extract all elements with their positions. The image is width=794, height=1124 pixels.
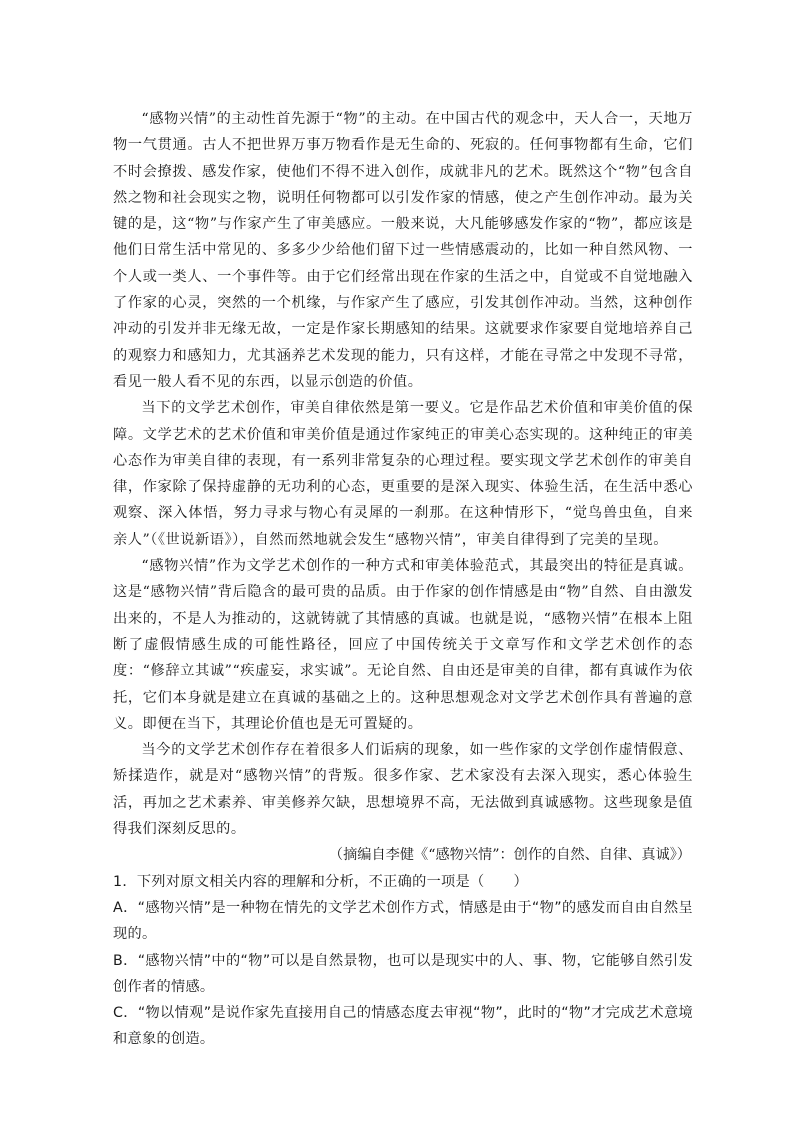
option-c-text: “物以情观”是说作家先直接用自己的情感态度去审视“物”，此时的“物”才完成艺术意境和意象的创造。 bbox=[113, 1005, 693, 1048]
article-paragraph-4: 当今的文学艺术创作存在着很多人们诟病的现象，如一些作家的文学创作虚情假意、矫揉造作，就是对“感物兴情”的背叛。很多作家、艺术家没有去深入现实，悉心体验生活，再加之艺术素养、审美修养欠缺，思想境界不高，无法做到真诚感物。这些现象是值得我们深刻反思的。 bbox=[113, 742, 693, 838]
option-b-text: “感物兴情”中的“物”可以是自然景物，也可以是现实中的人、事、物，它能够自然引发创作者的情感。 bbox=[113, 952, 693, 995]
option-a-text: “感物兴情”是一种物在情先的文学艺术创作方式，情感是由于“物”的感发而自由自然呈现的。 bbox=[113, 899, 693, 943]
article-paragraph-1: “感物兴情”的主动性首先源于“物”的主动。在中国古代的观念中，天人合一，天地万物一气贯通。古人不把世界万事万物看作是无生命的、死寂的。任何事物都有生命，它们不时会撩拨、感发作家，使他们不得不进入创作，成就非凡的艺术。既然这个“物”包含自然之物和社会现实之物，说明任何物都可以引发作家的情感，使之产生创作冲动。最为关键的是，这“物”与作家产生了审美感应。一般来说，大凡能够感发作家的“物”，都应该是他们日常生活中常见的、多多少少给他们留下过一些情感震动的，比如一种自然风物、一个人或一类人、一个事件等。由于它们经常出现在作家的生活之中，自觉或不自觉地融入了作家的心灵，突然的一个机缘，与作家产生了感应，引发其创作冲动。当然，这种创作冲动的引发并非无缘无故，一定是作家长期感知的结果。这就要求作家要自觉地培养自己的观察力和感知力，尤其涵养艺术发现的能力，只有这样，才能在寻常之中发现不寻常，看见一般人看不见的东西，以显示创造的价值。 bbox=[113, 111, 693, 390]
option-c bbox=[113, 1000, 693, 1053]
article-paragraph-3: “感物兴情”作为文学艺术创作的一种方式和审美体验范式，其最突出的特征是真诚。这是“感物兴情”背后隐含的最可贵的品质。由于作家的创作情感是由“物”自然、自由激发出来的，不是人为推动的，这就铸就了其情感的真诚。也就是说，“感物兴情”在根本上阻断了虚假情感生成的可能性路径，回应了中国传统关于文章写作和文学艺术创作的态度：“修辞立其诚”“疾虚妄，求实诚”。无论自然、自由还是审美的自律，都有真诚作为依托，它们本身就是建立在真诚的基础之上的。这种思想观念对文学艺术创作具有普遍的意义。即便在当下，其理论价值也是无可置疑的。 bbox=[113, 558, 693, 732]
option-a bbox=[113, 895, 693, 948]
article-source: （摘编自李健《“感物兴情”：创作的自然、自律、真诚》） bbox=[328, 847, 691, 864]
option-b-label: B． bbox=[113, 952, 138, 969]
option-c-label: C． bbox=[113, 1005, 138, 1022]
option-a-label: A． bbox=[113, 899, 138, 916]
question-stem: 1．下列对原文相关内容的理解和分析，不正确的一项是（ ） bbox=[113, 873, 528, 890]
option-b bbox=[113, 948, 693, 1001]
article-paragraph-2: 当下的文学艺术创作，审美自律依然是第一要义。它是作品艺术价值和审美价值的保障。文学艺术的艺术价值和审美价值是通过作家纯正的审美心态实现的。这种纯正的审美心态作为审美自律的表现，有一系列非常复杂的心理过程。要实现文学艺术创作的审美自律，作家除了保持虚静的无功利的心态，更重要的是深入现实、体验生活，在生活中悉心观察、深入体悟，努力寻求与物心有灵犀的一刹那。在这种情形下，“觉鸟兽虫鱼，自来亲人”（《世说新语》），自然而然地就会发生“感物兴情”，审美自律得到了完美的呈现。 bbox=[113, 400, 693, 548]
document-page bbox=[113, 106, 693, 1053]
